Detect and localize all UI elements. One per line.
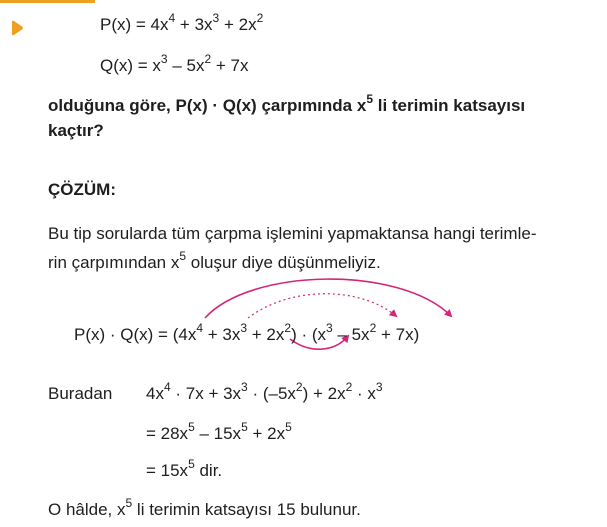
calc-row-3: = $15x^5$ dir.: [146, 457, 223, 480]
calc-row-2: = $28x^5 - 15x^5 + 2x^5$: [146, 420, 292, 443]
question-line-1: olduğuna göre, P(x) · Q(x) çarpımında $x^5$ li terimin katsayısı: [48, 92, 526, 115]
solution-heading: ÇÖZÜM:: [48, 180, 116, 199]
calc-label: Buradan: [48, 384, 113, 403]
polynomial-p: $P(x) = 4x^4 + 3x^3 + 2x^2$: [100, 11, 264, 34]
question-line-2: kaçtır?: [48, 121, 104, 140]
calc-row-1: $4x^4 \cdot 7x + 3x^3 \cdot (-5x^2) + 2x^2 \cdot x^3$: [146, 380, 383, 403]
arrow-3x3-to-5x2: [248, 294, 396, 318]
solution-intro-line-2: rin çarpımından $x^5$ oluşur diye düşünmeliyiz.: [48, 249, 381, 272]
product-expression: $P(x) \cdot Q(x) = (4x^4 + 3x^3 + 2x^2) \cdot (x^3 - 5x^2 + 7x)$: [74, 321, 420, 344]
polynomial-q: $Q(x) = x^3 - 5x^2 + 7x$: [100, 52, 249, 75]
arrow-4x4-to-7x: [205, 279, 451, 318]
conclusion: O hâlde, $x^5$ li terimin katsayısı 15 bulunur.: [48, 496, 361, 519]
solution-intro-line-1: Bu tip sorularda tüm çarpma işlemini yapmaktansa hangi terimle-: [48, 224, 537, 243]
